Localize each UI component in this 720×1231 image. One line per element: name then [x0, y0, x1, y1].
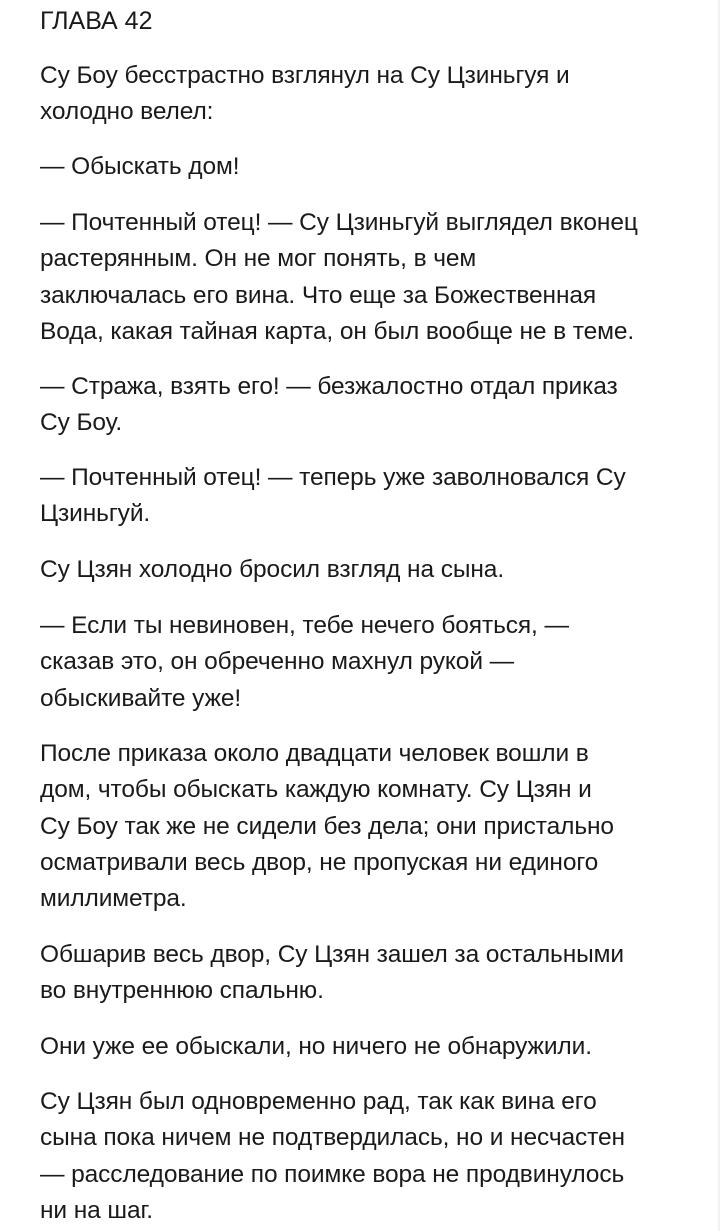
paragraph-6 — [40, 552, 504, 588]
paragraph-1 — [40, 58, 570, 131]
text-line: Они уже ее обыскали, но ничего не обнаружили. — [40, 1033, 592, 1060]
paragraph-3 — [40, 205, 638, 350]
text-line: холодно велел: — [40, 98, 214, 126]
text-line: Су Боу так же не сидели без дела; они пристально — [40, 812, 614, 840]
text-line: Цзиньгуй. — [40, 500, 151, 528]
chapter-title: ГЛАВА 42 — [40, 7, 153, 35]
text-line: Су Боу. — [40, 409, 123, 437]
text-line: миллиметра. — [40, 885, 187, 913]
text-line: заключалась его вина. Что еще за Божественная — [40, 281, 597, 309]
text-line: растерянным. Он не мог понять, в чем — [40, 245, 477, 273]
paragraph-8 — [40, 736, 614, 917]
text-line: — Стража, взять его! — безжалостно отдал приказ — [40, 373, 618, 400]
paragraph-9 — [40, 937, 624, 1010]
text-line: сказав это, он обреченно махнул рукой — — [40, 648, 515, 676]
text-line: обыскивайте уже! — [40, 684, 242, 712]
text-line: — Обыскать дом! — [40, 153, 240, 180]
text-line: После приказа около двадцати человек вошли в — [40, 740, 589, 767]
text-line: — Почтенный отец! — теперь уже заволновался Су — [40, 464, 626, 491]
paragraph-5 — [40, 460, 626, 533]
text-line: Су Боу бесстрастно взглянул на Су Цзиньгуя и — [40, 62, 570, 89]
text-line: Су Цзян холодно бросил взгляд на сына. — [40, 556, 505, 583]
paragraph-4 — [40, 369, 618, 442]
paragraph-11 — [40, 1084, 625, 1229]
text-line: Су Цзян был одновременно рад, так как вина его — [40, 1088, 597, 1115]
text-line: — расследование по поимке вора не продвинулось — [40, 1160, 625, 1188]
text-line: ни на шаг. — [40, 1196, 154, 1224]
paragraph-10 — [40, 1029, 592, 1065]
text-line: Вода, какая тайная карта, он был вообще не в теме. — [40, 317, 635, 345]
paragraph-7 — [40, 608, 569, 717]
paragraph-2 — [40, 149, 239, 185]
text-line: осматривали весь двор, не пропуская ни единого — [40, 848, 599, 876]
text-line: дом, чтобы обыскать каждую комнату. Су Цзян и — [40, 776, 592, 804]
text-line: — Если ты невиновен, тебе нечего бояться, — — [40, 612, 569, 639]
text-line: Обшарив весь двор, Су Цзян зашел за остальными — [40, 941, 624, 968]
text-line: — Почтенный отец! — Су Цзиньгуй выглядел вконец — [40, 209, 638, 236]
text-line: сына пока ничем не подтвердилась, но и несчастен — [40, 1124, 625, 1152]
text-line: во внутреннюю спальню. — [40, 977, 324, 1005]
